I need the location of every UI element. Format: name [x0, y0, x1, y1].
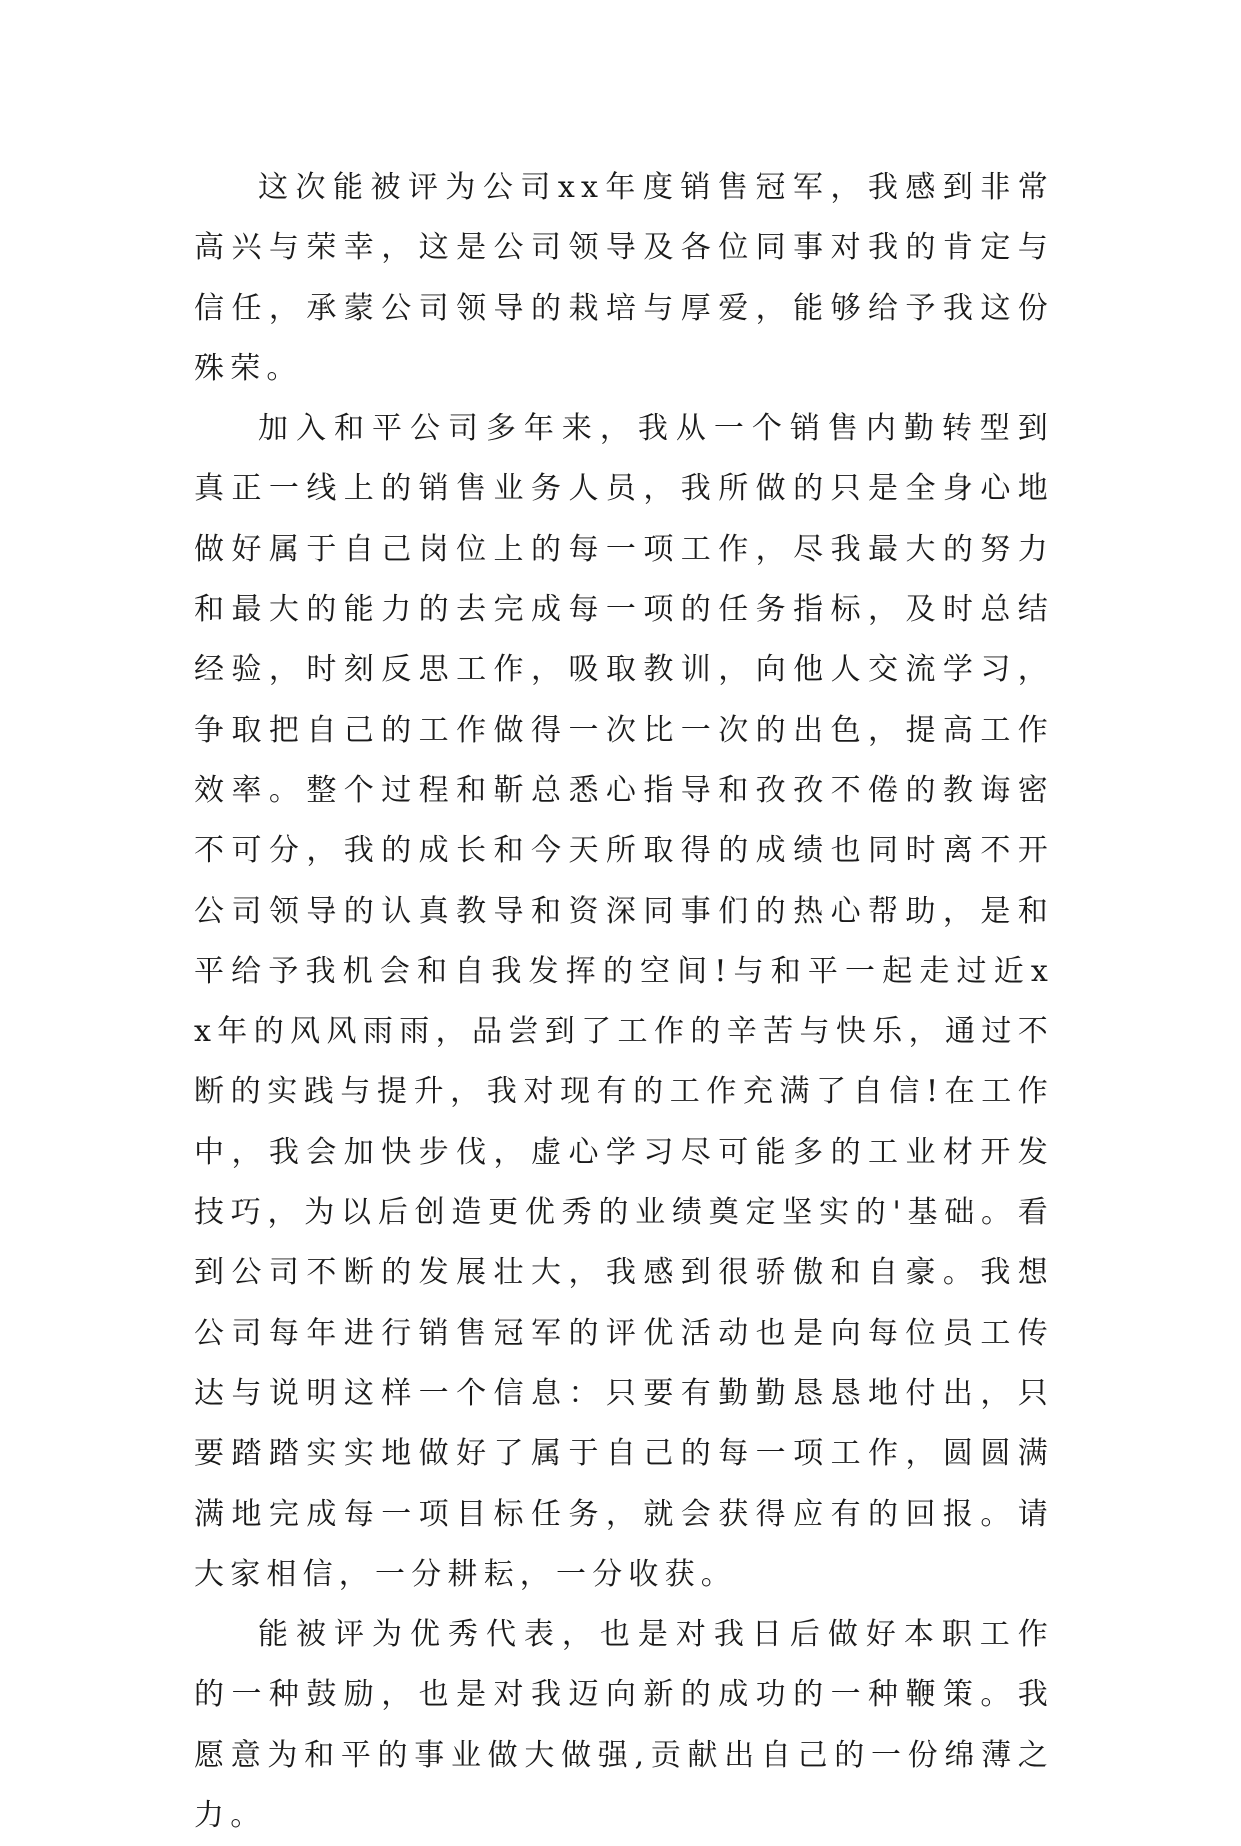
- paragraph-closing-commitment: 能被评为优秀代表，也是对我日后做好本职工作的一种鼓励，也是对我迈向新的成功的一种鞭策。我愿意为和平的事业做大做强,贡献出自己的一份绵薄之力。: [194, 1617, 1054, 1834]
- paragraph-award-thanks: 这次能被评为公司xx年度销售冠军，我感到非常高兴与荣幸，这是公司领导及各位同事对我的肯定与信任，承蒙公司领导的栽培与厚爱，能够给予我这份殊荣。: [194, 170, 1054, 386]
- document-body: [194, 158, 1054, 1846]
- paragraph-work-experience: 加入和平公司多年来，我从一个销售内勤转型到真正一线上的销售业务人员，我所做的只是全身心地做好属于自己岗位上的每一项工作，尽我最大的努力和最大的能力的去完成每一项的任务指标，及时总结经验，时刻反思工作，吸取教训，向他人交流学习，争取把自己的工作做得一次比一次的出色，提高工作效率。整个过程和靳总悉心指导和孜孜不倦的教诲密不可分，我的成长和今天所取得的成绩也同时离不开公司领导的认真教导和资深同事们的热心帮助，是和平给予我机会和自我发挥的空间!与和平一起走过近xx年的风风雨雨，品尝到了工作的辛苦与快乐，通过不断的实践与提升，我对现有的工作充满了自信!在工作中，我会加快步伐，虚心学习尽可能多的工业材开发技巧，为以后创造更优秀的业绩奠定坚实的'基础。看到公司不断的发展壮大，我感到很骄傲和自豪。我想公司每年进行销售冠军的评优活动也是向每位员工传达与说明这样一个信息：只要有勤勤恳恳地付出，只要踏踏实实地做好了属于自己的每一项工作，圆圆满满地完成每一项目标任务，就会获得应有的回报。请大家相信，一分耕耘，一分收获。: [194, 411, 1054, 1592]
